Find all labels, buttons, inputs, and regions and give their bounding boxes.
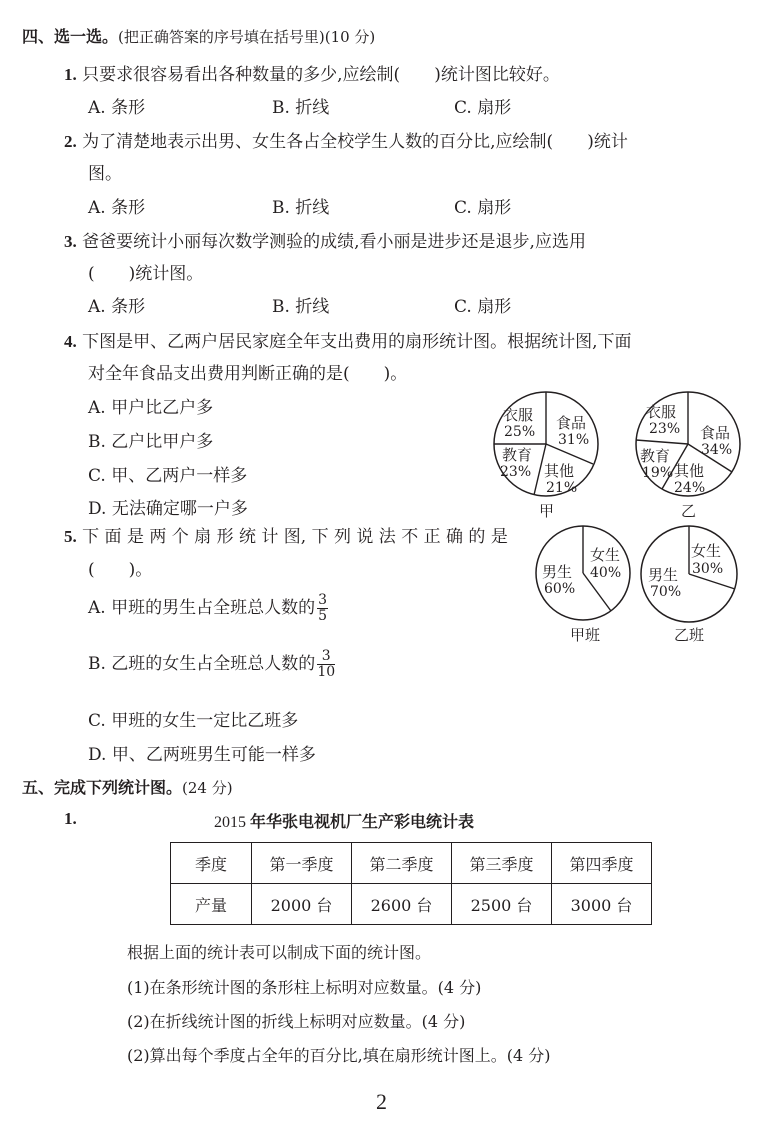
question-3	[64, 227, 586, 252]
pie-yi-class-value-girls: 30%	[692, 561, 724, 577]
table-title-text: 年华张电视机厂生产彩电统计表	[250, 812, 475, 831]
table-cell: 第四季度	[552, 843, 652, 884]
option-a[interactable]: A. 条形	[88, 98, 146, 118]
pie-yi-divider	[636, 440, 688, 444]
table-title	[214, 809, 474, 832]
pie-jia-class-title: 甲班	[570, 626, 601, 644]
pie-yi-title: 乙	[681, 502, 697, 520]
table-title-year: 2015	[214, 814, 246, 831]
option-c[interactable]: C. 甲、乙两户一样多	[88, 466, 248, 486]
pie-jia	[494, 392, 598, 520]
fraction	[317, 593, 328, 624]
fraction-numerator: 3	[317, 649, 335, 665]
pie-yi-class-value-boys: 70%	[650, 584, 682, 600]
option-c[interactable]: C. 扇形	[454, 297, 512, 317]
question-text: 下 面 是 两 个 扇 形 统 计 图, 下 列 说 法 不 正 确 的 是	[82, 527, 508, 547]
pie-jia-title: 甲	[539, 502, 555, 520]
pie-jia-class-label-boys: 男生	[542, 563, 573, 581]
question-text: 爸爸要统计小丽每次数学测验的成绩,看小丽是进步还是退步,应选用	[82, 232, 586, 252]
table-header-row	[171, 843, 652, 884]
pie-yi-value-clothes: 23%	[649, 421, 681, 437]
pie-jia-class-value-boys: 60%	[544, 581, 576, 597]
option-b[interactable]: B. 折线	[272, 98, 330, 118]
option-d[interactable]: D. 甲、乙两班男生可能一样多	[88, 745, 316, 765]
pie-yi	[636, 392, 740, 520]
option-b-text: B. 乙班的女生占全班总人数的	[88, 654, 316, 674]
fraction-denominator: 10	[317, 664, 336, 680]
pie-jia-class-label-girls: 女生	[590, 546, 621, 564]
section5-note: (24 分)	[182, 779, 233, 797]
question-number: 2.	[64, 132, 77, 151]
pie-yi-class	[641, 526, 737, 644]
pie-yi-label-other: 其他	[674, 462, 705, 480]
option-c[interactable]: C. 甲班的女生一定比乙班多	[88, 711, 299, 731]
instruction-line: (2)算出每个季度占全年的百分比,填在扇形统计图上。(4 分)	[127, 1046, 551, 1065]
question-number: 1.	[64, 809, 77, 828]
option-b[interactable]: B. 乙户比甲户多	[88, 432, 214, 452]
table-cell: 3000 台	[552, 884, 652, 925]
table-cell: 第三季度	[452, 843, 552, 884]
option-d[interactable]: D. 无法确定哪一户多	[88, 499, 248, 519]
production-table	[170, 842, 652, 925]
section5-header	[22, 775, 233, 798]
option-a[interactable]	[88, 593, 328, 624]
pie-yi-value-food: 34%	[701, 442, 733, 458]
fraction-numerator: 3	[318, 592, 328, 608]
option-a[interactable]: A. 条形	[88, 198, 146, 218]
table-cell: 季度	[171, 843, 252, 884]
pie-jia-value-clothes: 25%	[504, 424, 536, 440]
section4-title: 四、选一选。	[22, 27, 119, 46]
pie-jia-value-other: 21%	[546, 480, 578, 496]
option-a-text: A. 甲班的男生占全班总人数的	[88, 598, 316, 618]
pie-yi-class-label-boys: 男生	[648, 566, 679, 584]
question-5	[64, 522, 508, 547]
question-4	[64, 327, 632, 352]
section4-header	[22, 24, 375, 47]
option-a[interactable]: A. 条形	[88, 297, 146, 317]
pie-yi-label-education: 教育	[640, 447, 671, 465]
table-cell: 产量	[171, 884, 252, 925]
instruction-line: 根据上面的统计表可以制成下面的统计图。	[127, 943, 432, 962]
page-number: 2	[376, 1089, 387, 1114]
option-a[interactable]: A. 甲户比乙户多	[88, 398, 214, 418]
table-row	[171, 884, 652, 925]
option-b[interactable]: B. 折线	[272, 198, 330, 218]
question-3-line2: ( )统计图。	[88, 264, 204, 284]
pie-yi-class-title: 乙班	[674, 626, 705, 644]
pie-jia-label-other: 其他	[544, 462, 575, 480]
table-cell: 第一季度	[252, 843, 352, 884]
pie-jia-label-clothes: 衣服	[503, 406, 534, 424]
instruction-line: (1)在条形统计图的条形柱上标明对应数量。(4 分)	[127, 978, 482, 997]
question-text: 只要求很容易看出各种数量的多少,应绘制( )统计图比较好。	[82, 65, 560, 85]
pie-jia-class	[536, 526, 630, 644]
option-b[interactable]: B. 折线	[272, 297, 330, 317]
table-cell: 第二季度	[352, 843, 452, 884]
fraction	[317, 649, 335, 680]
pie-yi-value-other: 24%	[674, 480, 706, 496]
table-cell: 2600 台	[352, 884, 452, 925]
option-c[interactable]: C. 扇形	[454, 198, 512, 218]
question-4-line2: 对全年食品支出费用判断正确的是( )。	[88, 364, 408, 384]
question-5-line2: ( )。	[88, 560, 153, 580]
question-text: 下图是甲、乙两户居民家庭全年支出费用的扇形统计图。根据统计图,下面	[82, 332, 632, 352]
household-pie-charts	[490, 390, 750, 520]
pie-yi-label-food: 食品	[700, 424, 731, 442]
pie-jia-value-food: 31%	[558, 432, 590, 448]
instruction-line: (2)在折线统计图的折线上标明对应数量。(4 分)	[127, 1012, 466, 1031]
fraction-denominator: 5	[318, 608, 328, 624]
table-cell: 2500 台	[452, 884, 552, 925]
pie-jia-class-value-girls: 40%	[590, 565, 622, 581]
pie-yi-value-education: 19%	[642, 465, 674, 481]
question-number: 1.	[64, 65, 77, 84]
question-2	[64, 127, 628, 152]
pie-yi-label-clothes: 衣服	[646, 403, 677, 421]
option-b[interactable]	[88, 649, 335, 680]
section4-note: (把正确答案的序号填在括号里)(10 分)	[118, 28, 376, 46]
pie-jia-label-education: 教育	[502, 446, 533, 464]
pie-jia-label-food: 食品	[556, 414, 587, 432]
question-number: 5.	[64, 527, 77, 546]
question-text: 为了清楚地表示出男、女生各占全校学生人数的百分比,应绘制( )统计	[82, 132, 628, 152]
option-c[interactable]: C. 扇形	[454, 98, 512, 118]
question-1	[64, 60, 560, 85]
section5-q1-number	[64, 809, 77, 829]
question-number: 4.	[64, 332, 77, 351]
pie-yi-class-label-girls: 女生	[691, 542, 722, 560]
section5-title: 五、完成下列统计图。	[22, 778, 183, 797]
question-number: 3.	[64, 232, 77, 251]
table-cell: 2000 台	[252, 884, 352, 925]
question-2-line2: 图。	[88, 164, 122, 184]
pie-jia-value-education: 23%	[500, 464, 532, 480]
class-pie-charts	[532, 522, 757, 647]
